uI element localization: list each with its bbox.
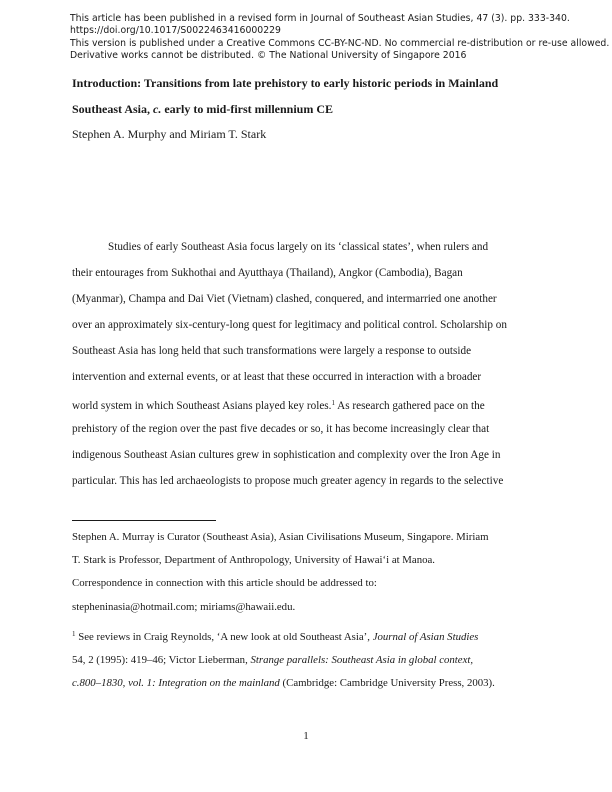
footnote-1-line-1 [72, 623, 552, 649]
body-line: Studies of early Southeast Asia focus largely on its ‘classical states’, when rulers and [108, 241, 489, 253]
title-line-1: Introduction: Transitions from late prehistory to early historic periods in Mainland [72, 76, 499, 90]
author-note-emails: stepheninasia@hotmail.com; miriams@hawaii.edu. [72, 600, 296, 613]
notice-line-4: Derivative works cannot be distributed. © The National University of Singapore 2016 [70, 49, 467, 61]
body-line: (Myanmar), Champa and Dai Viet (Vietnam) clashed, conquered, and intermarried one another [72, 293, 497, 305]
footnote-text: 54, 2 (1995): 419–46; Victor Lieberman, [72, 654, 251, 667]
footnote-number-1: 1 [72, 629, 76, 638]
footnote-text: See reviews in Craig Reynolds, ‘A new look at old Southeast Asia’, [75, 630, 373, 643]
footnote-journal-title: Journal of Asian Studies [372, 630, 479, 643]
title-line-2-part: Southeast Asia, [72, 102, 154, 116]
publication-notice [70, 13, 610, 62]
body-line [72, 390, 542, 416]
body-line: prehistory of the region over the past five decades or so, it has become increasingly clear that [72, 423, 490, 435]
body-line: indigenous Southeast Asian cultures grew in sophistication and complexity over the Iron Age in [72, 449, 501, 461]
body-line: intervention and external events, or at least that these occurred in interaction with a broader [72, 371, 482, 383]
body-line: over an approximately six-century-long quest for legitimacy and political control. Scholarship on [72, 319, 507, 331]
footnote-1-line-3 [72, 672, 552, 695]
footnote-divider [72, 520, 216, 521]
page-number: 1 [303, 730, 309, 742]
footnote-text: (Cambridge: Cambridge University Press, 2003). [279, 677, 495, 690]
title-line-2 [72, 96, 552, 122]
author-note-line: Stephen A. Murray is Curator (Southeast Asia), Asian Civilisations Museum, Singapore. Miriam [72, 531, 489, 543]
body-line-part: As research gathered pace on the [334, 400, 485, 412]
notice-line-3: This version is published under a Creative Commons CC-BY-NC-ND. No commercial re-distribution or re-use allowed. [70, 37, 610, 49]
notice-line-1: This article has been published in a revised form in Journal of Southeast Asian Studies, 47 (3). pp. 333-340. [70, 13, 570, 24]
footnote-1-line-2 [72, 649, 552, 672]
notice-doi-link[interactable]: https://doi.org/10.1017/S0022463416000229 [70, 25, 281, 37]
article-authors: Stephen A. Murphy and Miriam T. Stark [72, 127, 267, 141]
body-paragraph [72, 234, 542, 494]
footnote-book-title: Strange parallels: Southeast Asia in global context, [250, 654, 474, 667]
body-line: their entourages from Sukhothai and Ayutthaya (Thailand), Angkor (Cambodia), Bagan [72, 267, 463, 279]
article-title [72, 70, 552, 122]
title-circa: c. [153, 102, 162, 116]
body-line-part: world system in which Southeast Asians played key roles. [72, 400, 332, 412]
footnote-ref-1[interactable]: 1 [331, 399, 335, 407]
title-line-2-end: early to mid-first millennium CE [161, 102, 334, 116]
author-note-line: T. Stark is Professor, Department of Anthropology, University of Hawai‘i at Manoa. [72, 554, 435, 567]
body-line: Southeast Asia has long held that such transformations were largely a response to outside [72, 345, 472, 357]
footnote-book-subtitle: c.800–1830, vol. 1: Integration on the mainland [72, 677, 280, 690]
body-line: particular. This has led archaeologists to propose much greater agency in regards to the selective [72, 475, 504, 487]
author-note-line: Correspondence in connection with this article should be addressed to: [72, 577, 377, 590]
footnotes [72, 526, 552, 695]
